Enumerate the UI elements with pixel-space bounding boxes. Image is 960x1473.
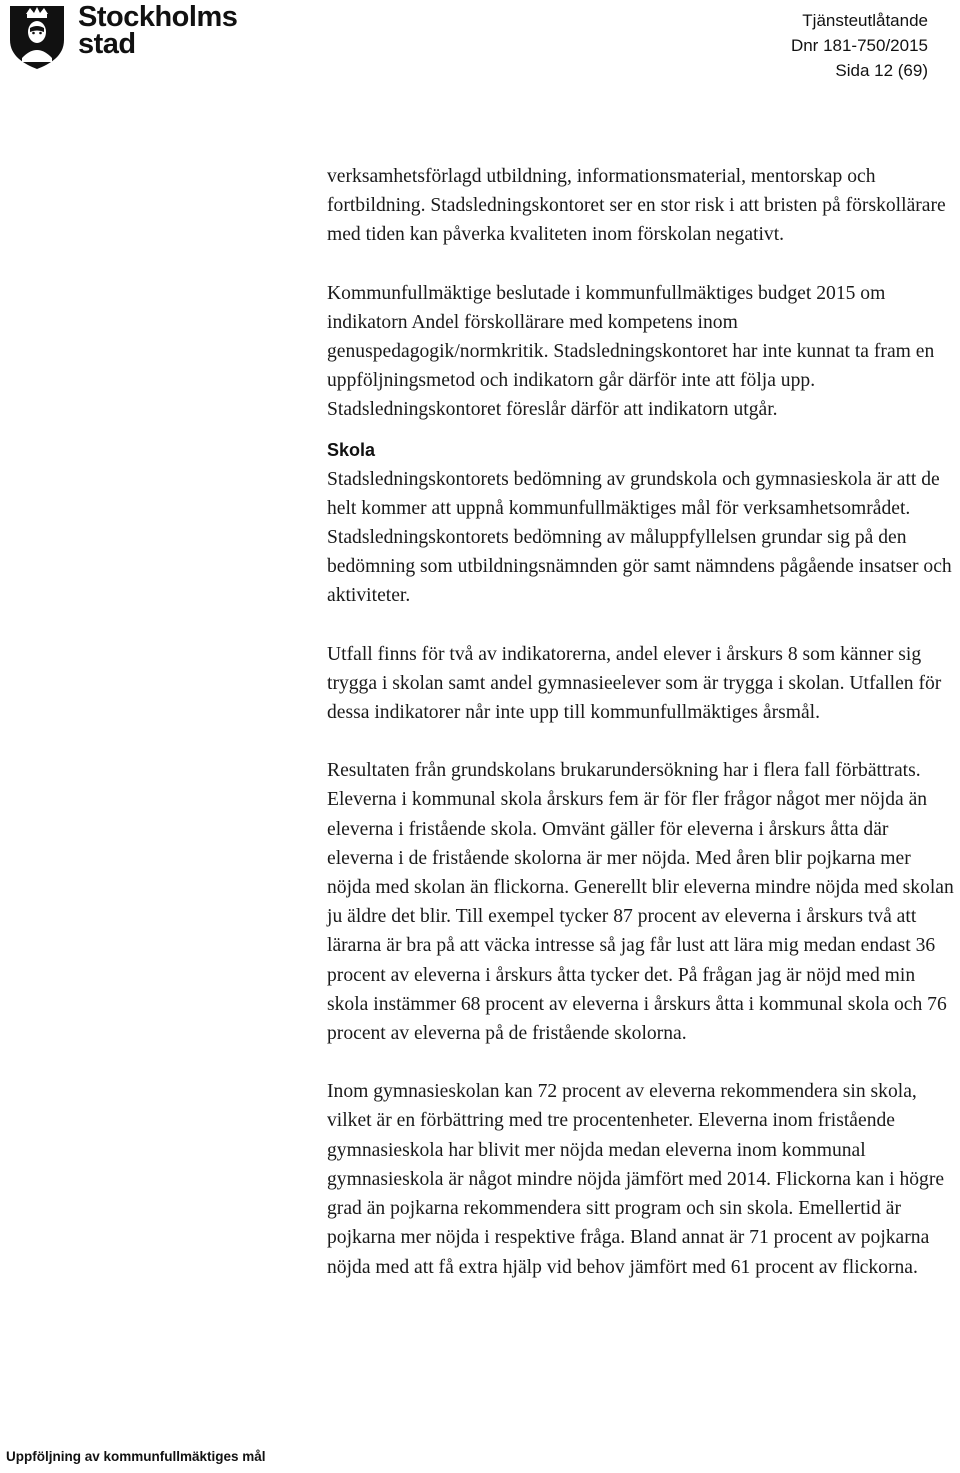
logo <box>6 0 237 70</box>
paragraph-gymnasieskola-survey: Inom gymnasieskolan kan 72 procent av eleverna rekommendera sin skola, vilket är en förbättring med tre procentenheter. Eleverna inom fristående gymnasieskola har blivit mer nöjda medan eleverna inom kommunal gymnasieskola är något mindre nöjda jämfört med 2014. Flickorna kan i högre grad än pojkarna rekommendera sitt program och sin skola. Emellertid är pojkarna mer nöjda i respektive fråga. Bland annat är 71 procent av pojkarna nöjda med att få extra hjälp vid behov jämfört med 61 procent av flickorna. <box>327 1081 945 1278</box>
page-number: Sida 12 (69) <box>835 61 928 80</box>
logo-wordmark <box>78 1 238 60</box>
section-heading-skola: Skola <box>327 439 376 460</box>
stockholm-crest-icon <box>6 0 68 70</box>
document-body <box>327 162 957 1282</box>
document-number: Dnr 181-750/2015 <box>790 36 928 55</box>
paragraph-grundskola-survey: Resultaten från grundskolans brukarundersökning har i flera fall förbättrats. Eleverna i kommunal skola årskurs fem är för fler frågor något mer nöjda än eleverna i fristående skola. Omvänt gäller för eleverna i årskurs åtta där eleverna i de fristående skolorna är mer nöjda. Med åren blir pojkarna mer nöjda med skolan än flickorna. Generellt blir eleverna mindre nöjda med skolan ju äldre det blir. Till exempel tycker 87 procent av eleverna i årskurs två att lärarna är bra på att väcka intresse så jag får lust att lära mig medan endast 36 procent av eleverna i årskurs åtta tycker det. På frågan jag är nöjd med min skola instämmer 68 procent av eleverna i årskurs åtta i kommunal skola och 76 procent av eleverna på de fristående skolorna. <box>327 760 954 1045</box>
paragraph-indicator-removal: Kommunfullmäktige beslutade i kommunfullmäktiges budget 2015 om indikatorn Andel förskollärare med kompetens inom genuspedagogik/normkritik. Stadsledningskontoret har inte kunnat ta fram en uppföljningsmetod och indikatorn går därför inte att följa upp. Stadsledningskontoret föreslår därför att indikatorn utgår. <box>327 282 935 421</box>
logo-line-1: Stockholms <box>78 1 238 33</box>
document-type: Tjänsteutlåtande <box>802 11 928 30</box>
paragraph-skola-assessment: Stadsledningskontorets bedömning av grundskola och gymnasieskola är att de helt kommer att uppnå kommunfullmäktiges mål för verksamhetsområdet. Stadsledningskontorets bedömning av måluppfyllelsen grundar sig på den bedömning som utbildningsnämnden gör samt nämndens pågående insatser och aktiviteter. <box>327 468 952 607</box>
paragraph-indicator-outcome: Utfall finns för två av indikatorerna, andel elever i årskurs 8 som känner sig trygga i skolan samt andel gymnasieelever som är trygga i skolan. Utfallen för dessa indikatorer når inte upp till kommunfullmäktiges årsmål. <box>327 643 942 724</box>
paragraph-staff-shortage: verksamhetsförlagd utbildning, informationsmaterial, mentorskap och fortbildning. Stadsledningskontoret ser en stor risk i att bristen på förskollärare med tiden kan påverka kvaliteten inom förskolan negativt. <box>327 166 946 246</box>
page-footer: Uppföljning av kommunfullmäktiges mål <box>6 1449 266 1464</box>
document-header <box>791 8 928 83</box>
logo-line-2: stad <box>78 28 136 60</box>
